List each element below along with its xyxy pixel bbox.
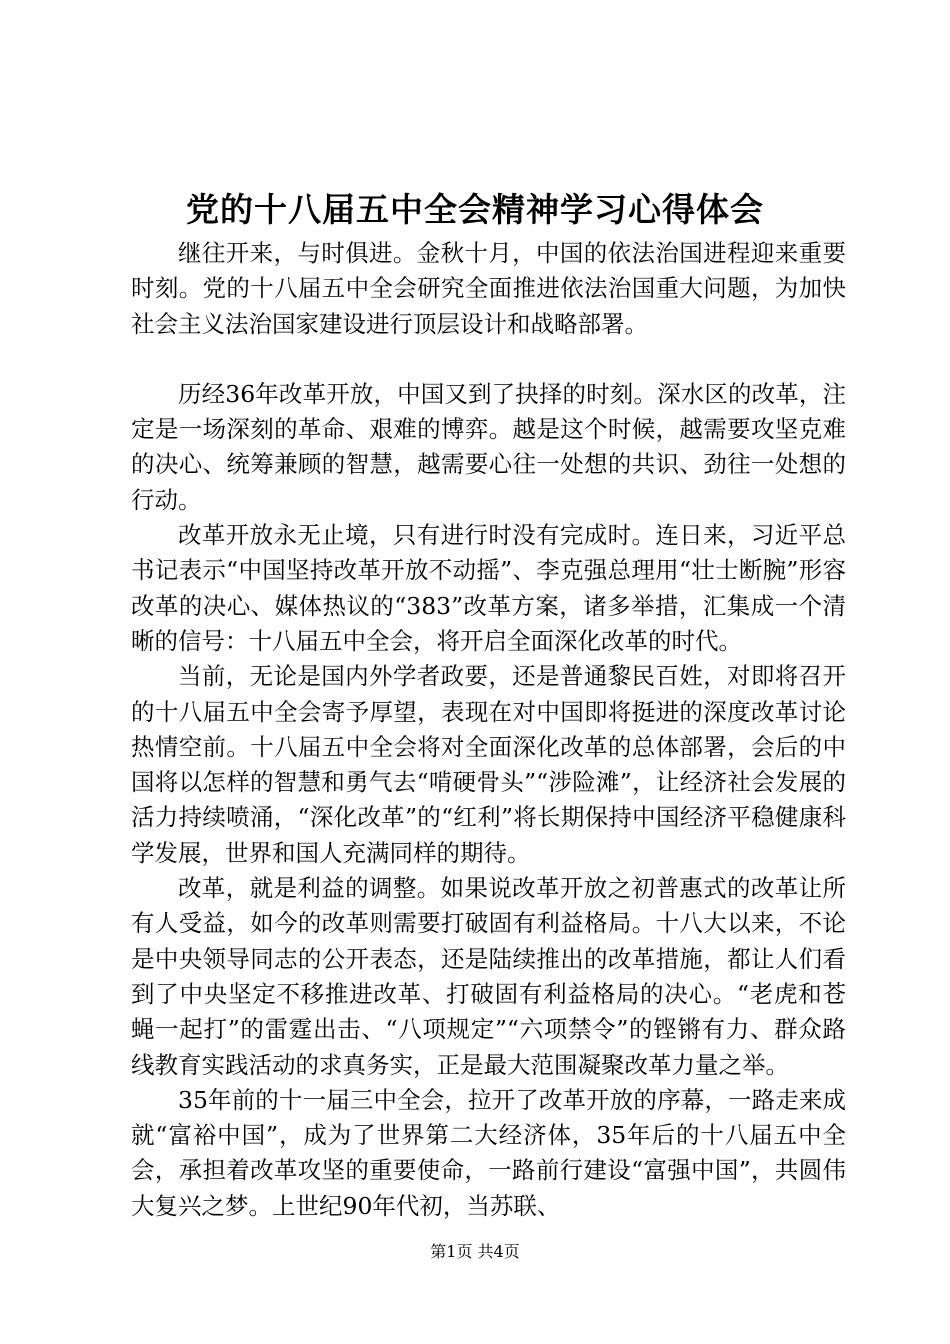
paragraph: 35年前的十一届三中全会，拉开了改革开放的序幕，一路走来成就“富裕中国”，成为了世界第二大经济体，35年后的十八届五中全会，承担着改革攻坚的重要使命，一路前行建设“富强中国”，共圆伟大复兴之梦。上世纪90年代初，当苏联、 (131, 1085, 846, 1220)
paragraph: 改革开放永无止境，只有进行时没有完成时。连日来，习近平总书记表示“中国坚持改革开放不动摇”、李克强总理用“壮士断腕”形容改革的决心、媒体热议的“383”改革方案，诸多举措，汇集成一个清晰的信号：十八届五中全会，将开启全面深化改革的时代。 (131, 521, 846, 655)
page-number-footer: 第1页 共4页 (430, 1242, 520, 1261)
document-body (131, 236, 846, 1224)
document-title: 党的十八届五中全会精神学习心得体会 (186, 190, 764, 229)
paragraph: 改革，就是利益的调整。如果说改革开放之初普惠式的改革让所有人受益，如今的改革则需要打破固有利益格局。十八大以来，不论是中央领导同志的公开表态，还是陆续推出的改革措施，都让人们看到了中央坚定不移推进改革、打破固有利益格局的决心。“老虎和苍蝇一起打”的雷霆出击、“八项规定”“六项禁令”的铿锵有力、群众路线教育实践活动的求真务实，正是最大范围凝聚改革力量之举。 (131, 874, 846, 1079)
paragraph: 继往开来，与时俱进。金秋十月，中国的依法治国进程迎来重要时刻。党的十八届五中全会研究全面推进依法治国重大问题，为加快社会主义法治国家建设进行顶层设计和战略部署。 (131, 239, 846, 338)
paragraph: 当前，无论是国内外学者政要，还是普通黎民百姓，对即将召开的十八届五中全会寄予厚望，表现在对中国即将挺进的深度改革讨论热情空前。十八届五中全会将对全面深化改革的总体部署，会后的中国将以怎样的智慧和勇气去“啃硬骨头”“涉险滩”，让经济社会发展的活力持续喷涌，“深化改革”的“红利”将长期保持中国经济平稳健康科学发展，世界和国人充满同样的期待。 (131, 662, 846, 867)
paragraph: 历经36年改革开放，中国又到了抉择的时刻。深水区的改革，注定是一场深刻的革命、艰难的博弈。越是这个时候，越需要攻坚克难的决心、统筹兼顾的智慧，越需要心往一处想的共识、劲往一处想的行动。 (131, 379, 846, 514)
